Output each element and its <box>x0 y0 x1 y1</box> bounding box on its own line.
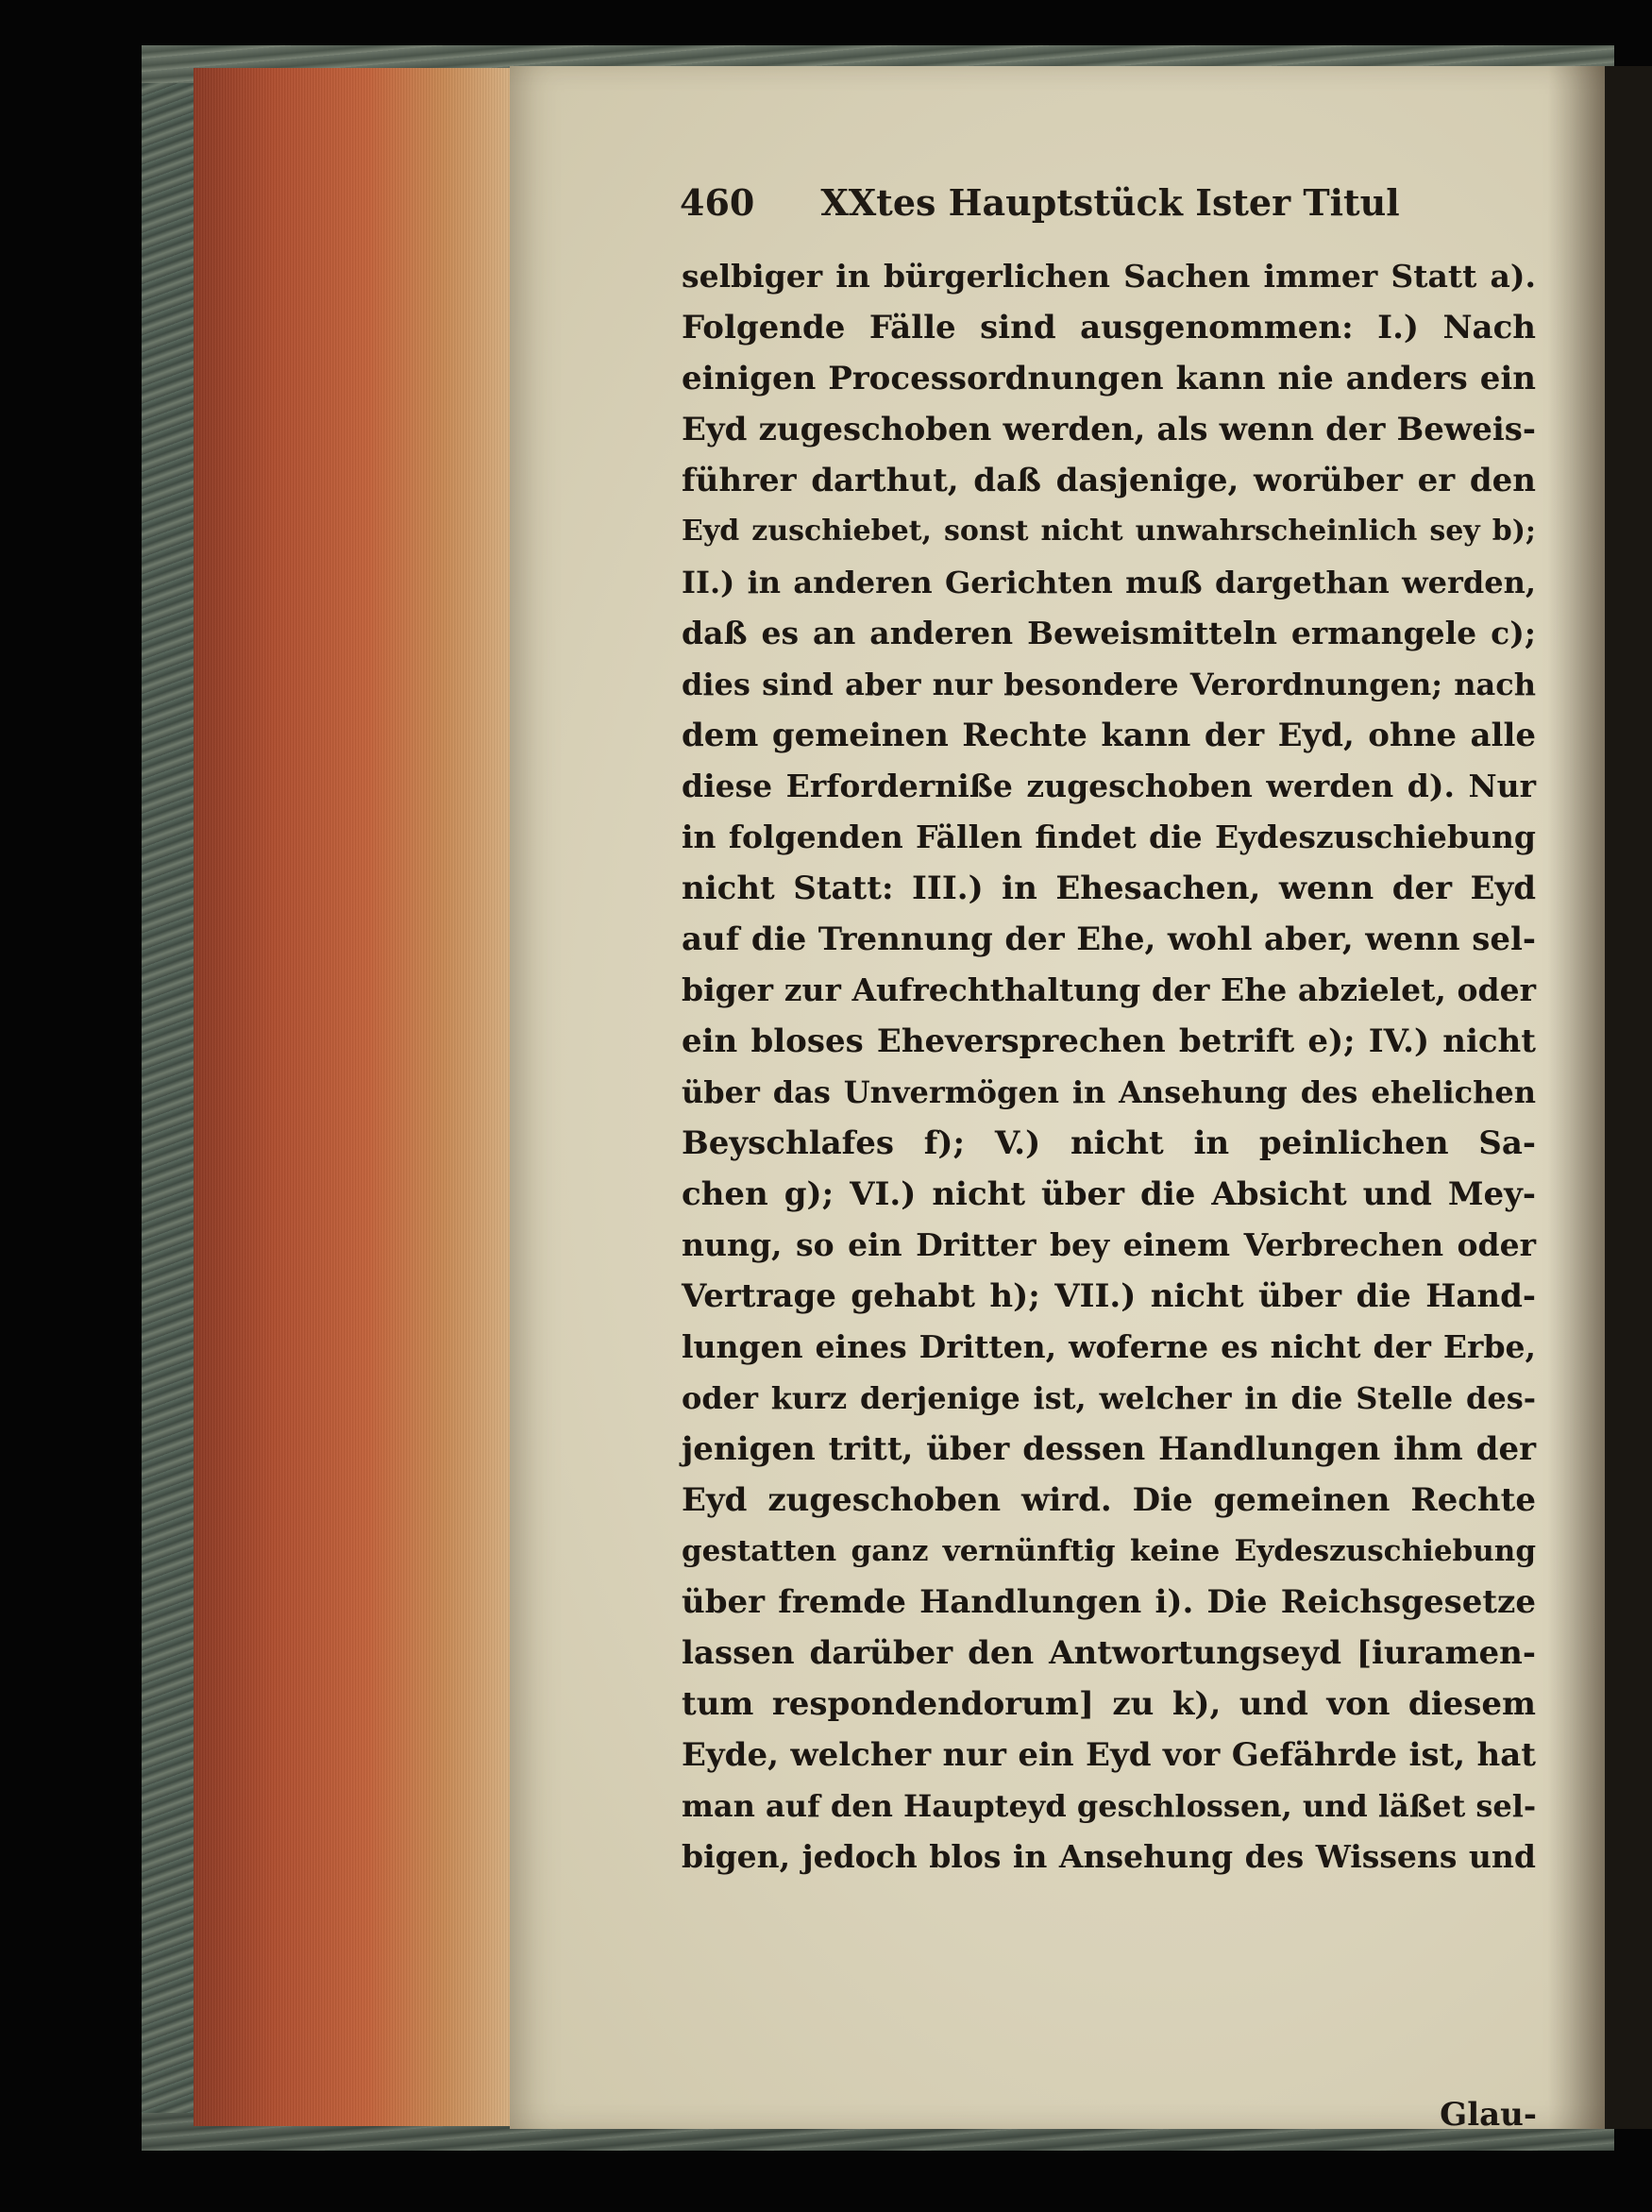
text-line: einigen Processordnungen kann nie anders ein <box>682 360 1536 397</box>
text-line: nung, so ein Dritter bey einem Verbrechen oder <box>682 1226 1536 1263</box>
text-line: dies sind aber nur besondere Verordnungen; nach <box>682 667 1536 702</box>
book-page <box>510 66 1605 2134</box>
text-line: man auf den Haupteyd geschlossen, und läßet sel- <box>682 1788 1537 1824</box>
gutter-shadow <box>1548 66 1605 2129</box>
text-line: auf die Trennung der Ehe, wohl aber, wenn sel- <box>682 920 1536 958</box>
text-line: dem gemeinen Rechte kann der Eyd, ohne alle <box>682 717 1536 754</box>
text-line: in folgenden Fällen findet die Eydeszuschiebung <box>682 819 1536 855</box>
running-head: XXtes Hauptstück Ister Titul <box>820 181 1400 224</box>
text-line: gestatten ganz vernünftig keine Eydeszuschiebung <box>682 1534 1536 1568</box>
page-fore-edge <box>194 68 514 2126</box>
text-line: diese Erforderniße zugeschoben werden d). Nur <box>682 768 1536 804</box>
text-line: führer darthut, daß dasjenige, worüber er den <box>682 462 1536 499</box>
page-number: 460 <box>680 181 755 224</box>
text-line: Vertrage gehabt h); VII.) nicht über die Hand- <box>682 1277 1536 1315</box>
text-line: nicht Statt: III.) in Ehesachen, wenn der Eyd <box>682 870 1536 907</box>
page-header <box>680 181 1454 224</box>
text-line: ein bloses Eheversprechen betrift e); IV.) nicht <box>682 1022 1536 1060</box>
catchword: Glau- <box>1440 2096 1537 2134</box>
text-line: Folgende Fälle sind ausgenommen: I.) Nach <box>682 309 1536 346</box>
text-line: über das Unvermögen in Ansehung des ehelichen <box>682 1074 1536 1110</box>
text-line: Eyd zugeschoben wird. Die gemeinen Rechte <box>682 1481 1536 1519</box>
facing-page-gutter <box>1605 66 1652 2129</box>
text-line: selbiger in bürgerlichen Sachen immer Statt a). <box>682 258 1536 295</box>
text-line: Eyd zuschiebet, sonst nicht unwahrscheinlich sey b); <box>682 515 1536 548</box>
text-line: daß es an anderen Beweismitteln ermangele c); <box>682 615 1536 651</box>
text-line: bigen, jedoch blos in Ansehung des Wissens und <box>682 1838 1536 1875</box>
text-line: jenigen tritt, über dessen Handlungen ihm der <box>682 1430 1536 1468</box>
text-line: Beyschlafes f); V.) nicht in peinlichen Sa- <box>682 1124 1536 1162</box>
text-line: II.) in anderen Gerichten muß dargethan werden, <box>682 565 1536 600</box>
body-text <box>682 251 1536 1883</box>
text-line: lungen eines Dritten, woferne es nicht der Erbe, <box>682 1328 1536 1365</box>
text-line: tum respondendorum] zu k), und von diesem <box>682 1685 1536 1723</box>
text-line: Eyd zugeschoben werden, als wenn der Beweis- <box>682 411 1536 448</box>
text-line: lassen darüber den Antwortungseyd [iuramen- <box>682 1634 1536 1672</box>
text-line: chen g); VI.) nicht über die Absicht und Mey- <box>682 1175 1536 1213</box>
text-line: über fremde Handlungen i). Die Reichsgesetze <box>682 1583 1536 1621</box>
text-line: biger zur Aufrechthaltung der Ehe abzielet, oder <box>682 971 1536 1008</box>
text-line: Eyde, welcher nur ein Eyd vor Gefährde ist, hat <box>682 1736 1536 1774</box>
text-line: oder kurz derjenige ist, welcher in die Stelle des- <box>682 1380 1536 1416</box>
